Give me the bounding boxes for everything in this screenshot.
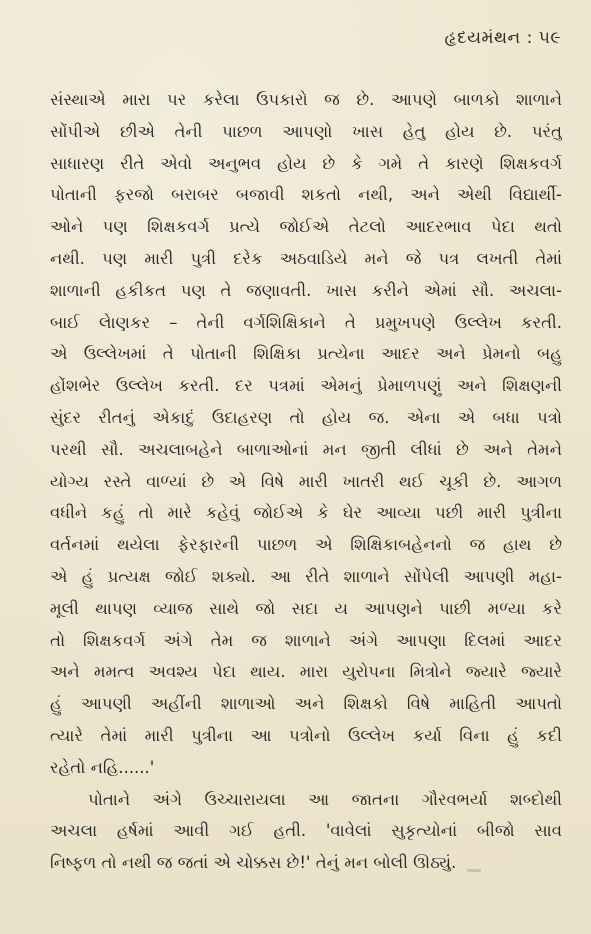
text-line: નથી. પણ મારી પુત્રી દરેક અઠવાડિયે મને જે પત્ર લખતી તેમાં [50, 248, 562, 268]
text-line: નિષ્ફળ તો નથી જ જતાં એ ચોક્કસ છે!' તેનું મન બોલી ઊઠ્યું. [50, 853, 457, 873]
running-head: હૃદયમંથન : ૫૯ [444, 28, 561, 48]
text-line: હું આપણી અહીંની શાળાઓ અને શિક્ષકો વિષે માહિતી આપતો [50, 694, 562, 714]
paragraph-start-line: પોતાને અંગે ઉચ્ચારાયલા આ જાતના ગૌરવભર્યા શબ્દોથી [88, 789, 562, 809]
text-line: શાળાની હકીકત પણ તે જણાવતી. ખાસ કરીને એમાં સૌ. અચલા- [50, 280, 562, 300]
text-line: સોંપીએ છીએ તેની પાછળ આપણો ખાસ હેતુ હોય છે. પરંતુ [50, 121, 562, 141]
text-line: એ હું પ્રત્યક્ષ જોઈ શક્યો. આ રીતે શાળાને સોંપેલી આપણી મહા- [50, 566, 562, 586]
text-line: રહેતો નહિ......' [50, 757, 155, 777]
text-line: હોંશભેર ઉલ્લેખ કરતી. દર પત્રમાં એમનું પ્રેમાળપણું અને શિક્ષણની [50, 376, 562, 396]
text-line: મૂલી થાપણ વ્યાજ સાથે જો સદા ય આપણને પાછી મળ્યા કરે [50, 598, 562, 618]
text-line: ઓને પણ શિક્ષકવર્ગ પ્રત્યે જોઈએ તેટલો આદરભાવ પેદા થતો [50, 217, 562, 237]
text-line: સંસ્થાએ મારા પર કરેલા ઉપકારો જ છે. આપણે બાળકો શાળાને [50, 90, 562, 109]
text-line: એ ઉલ્લેખમાં તે પોતાની શિક્ષિકા પ્રત્યેના આદર અને પ્રેમનો બહુ [50, 344, 562, 364]
text-line: બાઈ લેાણકર – તેની વર્ગશિક્ષિકાને તે પ્રમુખપણે ઉલ્લેખ કરતી. [50, 312, 562, 332]
text-line: પરથી સૌ. અચલાબહેને બાળાઓનાં મન જીતી લીધાં છે અને તેમને [50, 439, 562, 459]
text-line: અને મમત્વ અવશ્ય પેદા થાય. મારા યુરોપના મિત્રોને જ્યારે જ્યારે [50, 662, 562, 682]
text-line: વધીને કહું તો મારે કહેવું જોઈએ કે ઘેર આવ્યા પછી મારી પુત્રીના [50, 503, 562, 523]
text-line: અચલા હર્ષમાં આવી ગઈ હતી. 'વાવેલાં સુકૃત્યોનાં બીજો સાવ [50, 821, 562, 841]
text-line: તો શિક્ષકવર્ગ અંગે તેમ જ શાળાને અંગે આપણા દિલમાં આદર [50, 630, 562, 650]
text-line: ત્યારે તેમાં મારી પુત્રીના આ પત્રોનો ઉલ્લેખ કર્યા વિના હું કદી [50, 725, 562, 745]
body-text [50, 84, 562, 879]
text-line: પોતાની ફરજો બરાબર બજાવી શકતો નથી, અને એથી વિદ્યાર્થી- [50, 185, 562, 205]
text-line: યોગ્ય રસ્તે વાળ્યાં છે એ વિષે મારી ખાતરી થઈ ચૂકી છે. આગળ [50, 471, 562, 491]
text-line: સાધારણ રીતે એવો અનુભવ હોય છે કે ગમે તે કારણે શિક્ષકવર્ગ [50, 153, 562, 173]
text-line: વર્તનમાં થયેલા ફેરફારની પાછળ એ શિક્ષિકાબહેનનો જ હાથ છે [50, 535, 562, 555]
text-line: સુંદર રીતનું એકાદું ઉદાહરણ તો હોય જ. એના એ બધા પત્રો [50, 407, 562, 427]
ink-smudge [467, 869, 481, 872]
